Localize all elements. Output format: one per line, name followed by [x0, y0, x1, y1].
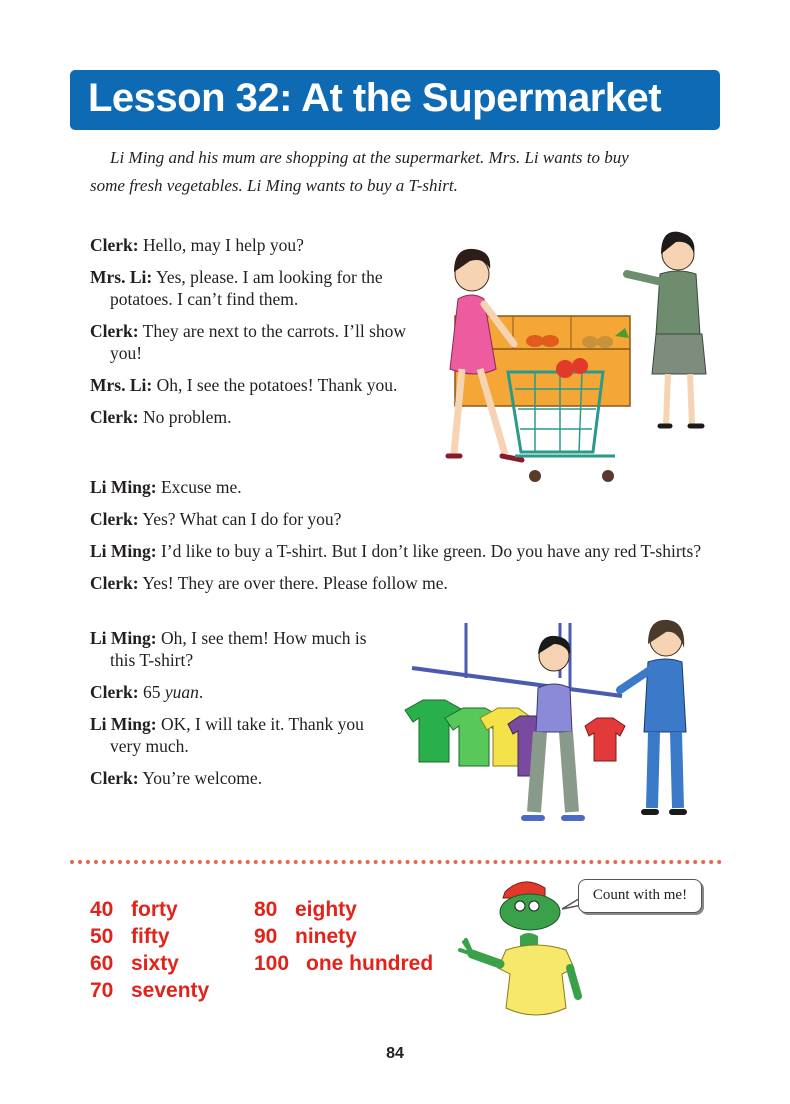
number-item — [90, 977, 209, 1004]
number-word: one hundred — [306, 952, 434, 975]
currency-word: yuan — [164, 682, 199, 702]
number-word: ninety — [295, 925, 357, 948]
dialogue-line — [90, 320, 435, 364]
intro-paragraph — [90, 144, 710, 200]
dialogue-text: OK, I will take it. Thank you very much. — [110, 714, 364, 756]
dialogue-line — [90, 374, 435, 396]
speaker-name: Li Ming: — [90, 541, 157, 561]
dialogue-line — [90, 266, 435, 310]
number-word: eighty — [295, 898, 357, 921]
dialogue-tshirt-2 — [90, 627, 380, 799]
number-item — [254, 923, 433, 950]
dialogue-text: Yes, please. I am looking for the potatoes. I can’t find them. — [110, 267, 383, 309]
dialogue-text: 65 — [142, 682, 161, 702]
clothing-store-illustration — [400, 618, 720, 850]
page-number: 84 — [386, 1045, 404, 1062]
speech-bubble-text: Count with me! — [592, 887, 688, 903]
number-item — [90, 896, 209, 923]
lesson-title-banner — [70, 70, 720, 130]
dialogue-line — [90, 713, 380, 757]
speaker-name: Clerk: — [90, 235, 139, 255]
dialogue-text: Oh, I see the potatoes! Thank you. — [156, 375, 398, 395]
supermarket-illustration — [440, 224, 720, 494]
number-list-1 — [90, 896, 209, 1004]
speaker-name: Clerk: — [90, 573, 139, 593]
speech-bubble — [578, 879, 702, 913]
speaker-name: Li Ming: — [90, 714, 157, 734]
dialogue-text: Oh, I see them! How much is this T-shirt? — [110, 628, 367, 670]
dialogue-line — [90, 406, 435, 428]
number-word: forty — [131, 898, 178, 921]
dialogue-text: Excuse me. — [160, 477, 242, 497]
speaker-name: Mrs. Li: — [90, 267, 153, 287]
intro-line-1: Li Ming and his mum are shopping at the supermarket. Mrs. Li wants to buy — [110, 148, 629, 167]
dialogue-line — [90, 627, 380, 671]
speaker-name: Clerk: — [90, 321, 139, 341]
number-word: fifty — [131, 925, 170, 948]
number-digit: 90 — [254, 925, 278, 948]
dialogue-text: No problem. — [142, 407, 232, 427]
speaker-name: Li Ming: — [90, 477, 157, 497]
number-digit: 80 — [254, 898, 278, 921]
number-digit: 100 — [254, 952, 290, 975]
speaker-name: Clerk: — [90, 682, 139, 702]
dialogue-text: They are next to the carrots. I’ll show you! — [110, 321, 407, 363]
dialogue-line — [90, 767, 380, 789]
dialogue-line — [90, 234, 435, 256]
dialogue-text: Yes? What can I do for you? — [142, 509, 342, 529]
dialogue-tshirt-1 — [90, 476, 730, 604]
dialogue-line — [90, 572, 730, 594]
intro-line-2: some fresh vegetables. Li Ming wants to buy a T-shirt. — [90, 176, 458, 195]
number-item — [254, 950, 433, 977]
lesson-title: Lesson 32: At the Supermarket — [88, 76, 662, 120]
dialogue-text: You’re welcome. — [142, 768, 263, 788]
dialogue-text: I’d like to buy a T-shirt. But I don’t like green. Do you have any red T-shirts? — [160, 541, 702, 561]
dialogue-text: Yes! They are over there. Please follow me. — [142, 573, 448, 593]
speaker-name: Mrs. Li: — [90, 375, 153, 395]
punctuation: . — [198, 682, 204, 702]
speaker-name: Li Ming: — [90, 628, 157, 648]
number-item — [90, 923, 209, 950]
number-item — [254, 896, 433, 923]
dialogue-supermarket — [90, 234, 435, 438]
number-word: seventy — [131, 979, 210, 1002]
speaker-name: Clerk: — [90, 509, 139, 529]
number-digit: 40 — [90, 898, 114, 921]
number-list-2 — [254, 896, 433, 977]
speaker-name: Clerk: — [90, 407, 139, 427]
number-item — [90, 950, 209, 977]
number-digit: 70 — [90, 979, 114, 1002]
number-digit: 50 — [90, 925, 114, 948]
dialogue-line — [90, 540, 730, 562]
dialogue-text: Hello, may I help you? — [142, 235, 304, 255]
dialogue-line — [90, 476, 730, 498]
dialogue-line — [90, 508, 730, 530]
number-digit: 60 — [90, 952, 114, 975]
number-word: sixty — [131, 952, 179, 975]
section-divider — [70, 860, 722, 864]
speaker-name: Clerk: — [90, 768, 139, 788]
dialogue-line — [90, 681, 380, 703]
